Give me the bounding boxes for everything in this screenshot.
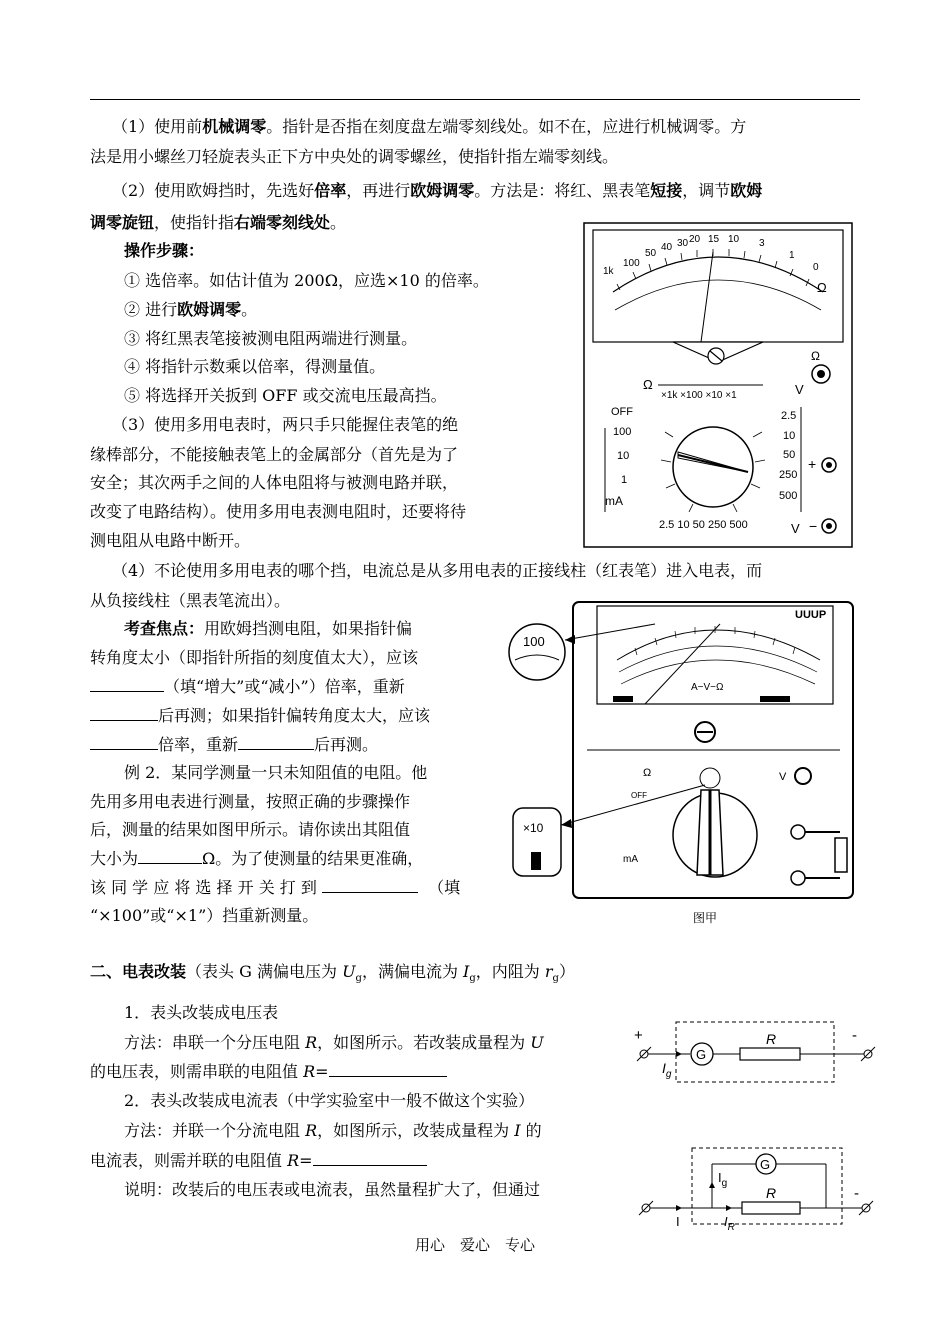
answer-blank-6[interactable] (322, 878, 418, 893)
scale-100: 100 (623, 258, 640, 269)
p3-line5: 测电阻从电路中断开。 (90, 531, 251, 550)
v-terminal-label: V (791, 521, 800, 536)
p2-line1: （2）使用欧姆挡时，先选好倍率，再进行欧姆调零。方法是：将红、黑表笔短接，调节欧姆 (112, 181, 763, 200)
focus-line5: 倍率，重新 后再测。 (90, 735, 378, 755)
voltmeter-heading: 1．表头改装成电压表 (124, 1003, 279, 1022)
circuit2-g-label: G (760, 1157, 771, 1172)
scale-40: 40 (661, 242, 673, 253)
p3-line1: （3）使用多用电表时，两只手只能握住表笔的绝 (112, 415, 459, 434)
multimeter-figure-jia (505, 600, 855, 930)
ammeter-heading: 2．表头改装成电流表（中学实验室中一般不做这个实验） (124, 1091, 535, 1110)
plus-terminal-label: + (808, 456, 817, 472)
circuit2-ig-label: $I_g$ (718, 1170, 728, 1189)
zoom-scale-value: 100 (523, 634, 545, 649)
step-2: ② 进行欧姆调零。 (124, 300, 258, 319)
answer-blank-7[interactable] (329, 1062, 447, 1077)
resistor-icon (835, 838, 847, 872)
ohm-knob-label: Ω (811, 349, 820, 363)
circuit2-i-label: I (676, 1214, 680, 1229)
circuit1-plus: + (634, 1027, 643, 1044)
ma-label: mA (605, 494, 623, 508)
ammeter-circuit-diagram (632, 1144, 882, 1230)
v-range-250: 250 (779, 469, 798, 481)
scale-50: 50 (645, 248, 657, 259)
scale-1: 1 (789, 250, 795, 261)
p1-line1: （1）使用前机械调零。指针是否指在刻度盘左端零刻线处。如不在，应进行机械调零。方 (112, 117, 747, 136)
answer-blank-3[interactable] (90, 735, 158, 750)
minus-terminal-icon (791, 871, 805, 885)
figure-caption: 图甲 (693, 911, 718, 925)
p4-line1: （4）不论使用多用电表的哪个挡，电流总是从多用电表的正接线柱（红表笔）进入电表，而 (112, 561, 763, 580)
multiplier-labels: ×1k ×100 ×10 ×1 (661, 390, 737, 401)
voltmeter-line2: 的电压表，则需串联的电阻值 R= (90, 1062, 447, 1082)
scale-15: 15 (708, 234, 720, 245)
example-line4: 大小为 Ω。为了使测量的结果更准确， (90, 849, 424, 868)
answer-blank-5[interactable] (138, 849, 202, 864)
step-5: ⑤ 将选择开关扳到 OFF 或交流电压最高挡。 (124, 386, 447, 405)
circuit2-ir-label: $I_R$ (724, 1214, 735, 1230)
circuit2-minus: - (854, 1185, 859, 1202)
step-3: ③ 将红黑表笔接被测电阻两端进行测量。 (124, 329, 418, 348)
zoom-range-value: ×10 (523, 821, 544, 835)
voltmeter-line1: 方法：串联一个分压电阻 R，如图所示。若改装成量程为 U (124, 1033, 544, 1052)
p1-line2: 法是用小螺丝刀轻旋表头正下方中央处的调零螺丝，使指针指左端零刻线。 (90, 147, 619, 166)
shunt-resistor-icon (742, 1202, 800, 1214)
ammeter-line1: 方法：并联一个分流电阻 R，如图所示，改装成量程为 I 的 (124, 1121, 542, 1140)
circuit1-current-label: $I_g$ (662, 1060, 672, 1080)
ma-label: mA (623, 854, 638, 865)
p2-line2: 调零旋钮，使指针指右端零刻线处。 (90, 213, 347, 232)
circuit1-r-label: R (766, 1031, 777, 1047)
circuit1-g-label: G (696, 1047, 707, 1062)
focus-line1: 考查焦点：用欧姆挡测电阻，如果指针偏 (124, 619, 413, 638)
ammeter-line2: 电流表，则需并联的电阻值 R= (90, 1151, 427, 1171)
step-1: ① 选倍率。如估计值为 200Ω，应选×10 的倍率。 (124, 271, 489, 290)
p3-line3: 安全；其次两手之间的人体电阻将与被测电路并联， (90, 473, 459, 492)
v-range-50: 50 (783, 449, 796, 461)
example-line3: 后，测量的结果如图甲所示。请你读出其阻值 (90, 820, 411, 839)
series-resistor-icon (740, 1048, 800, 1060)
circuit2-r-label: R (766, 1185, 777, 1201)
focus-line4: 后再测；如果指针偏转角度太大，应该 (90, 706, 430, 726)
ma-range-1: 1 (621, 474, 628, 486)
ohm-label: Ω (643, 767, 652, 779)
brand-label: UUUP (795, 609, 827, 621)
off-label: OFF (611, 406, 633, 418)
scale-20: 20 (689, 234, 701, 245)
ma-range-100: 100 (613, 426, 632, 438)
minus-terminal-label: − (809, 518, 818, 534)
section2-heading: 二、电表改装（表头 G 满偏电压为 $U_g$，满偏电流为 $I_g$，内阻为 $r_g$） (90, 962, 575, 985)
example-line5: 该 同 学 应 将 选 择 开 关 打 到 （填 (90, 878, 461, 897)
avo-label: A−V−Ω (691, 682, 724, 693)
scale-3: 3 (759, 238, 765, 249)
p4-line2: 从负接线柱（黑表笔流出）。 (90, 591, 291, 610)
bottom-range-labels: 2.5 10 50 250 500 (659, 519, 748, 531)
voltmeter-circuit-diagram (632, 1018, 882, 1088)
step-4: ④ 将指针示数乘以倍率，得测量值。 (124, 357, 386, 376)
scale-1k: 1k (603, 266, 614, 277)
scale-30: 30 (677, 238, 689, 249)
answer-blank-1[interactable] (90, 677, 164, 692)
p3-line4: 改变了电路结构）。使用多用电表测电阻时，还要将待 (90, 502, 467, 521)
focus-line2: 转角度太小（即指针所指的刻度值太大），应该 (90, 648, 419, 667)
page-footer: 用心 爱心 专心 (414, 1236, 535, 1254)
scale-10: 10 (728, 234, 740, 245)
scale-ohm-symbol: Ω (817, 280, 827, 295)
answer-blank-4[interactable] (238, 735, 314, 750)
p3-line2: 缘棒部分，不能接触表笔上的金属部分（首先是为了 (90, 445, 459, 464)
v-label: V (779, 771, 787, 783)
multimeter-panel-diagram (583, 222, 853, 548)
steps-title: 操作步骤： (124, 241, 205, 260)
answer-blank-8[interactable] (313, 1151, 427, 1166)
example-line2: 先用多用电表进行测量，按照正确的步骤操作 (90, 792, 411, 811)
zoom-scale-circle (509, 624, 565, 680)
range-selector-dial (673, 427, 753, 507)
example-line1: 例 2．某同学测量一只未知阻值的电阻。他 (124, 763, 428, 782)
focus-line3: （填“增大”或“减小”）倍率，重新 (90, 677, 405, 697)
example-line6: “×100”或“×1”）挡重新测量。 (90, 906, 319, 925)
v-range-10: 10 (783, 430, 796, 442)
circuit1-minus: - (852, 1027, 857, 1044)
v-range-2-5: 2.5 (781, 410, 797, 422)
plus-terminal-icon (791, 825, 805, 839)
off-label: OFF (631, 791, 647, 800)
ohm-adjust-knob-icon (795, 768, 811, 784)
answer-blank-2[interactable] (90, 706, 158, 721)
ohm-label: Ω (643, 377, 653, 392)
v-label: V (795, 382, 804, 397)
v-range-500: 500 (779, 490, 798, 502)
scale-0: 0 (813, 262, 819, 273)
header-rule (90, 99, 860, 100)
ma-range-10: 10 (617, 450, 630, 462)
note-line: 说明：改装后的电压表或电流表，虽然量程扩大了，但通过 (124, 1180, 541, 1199)
